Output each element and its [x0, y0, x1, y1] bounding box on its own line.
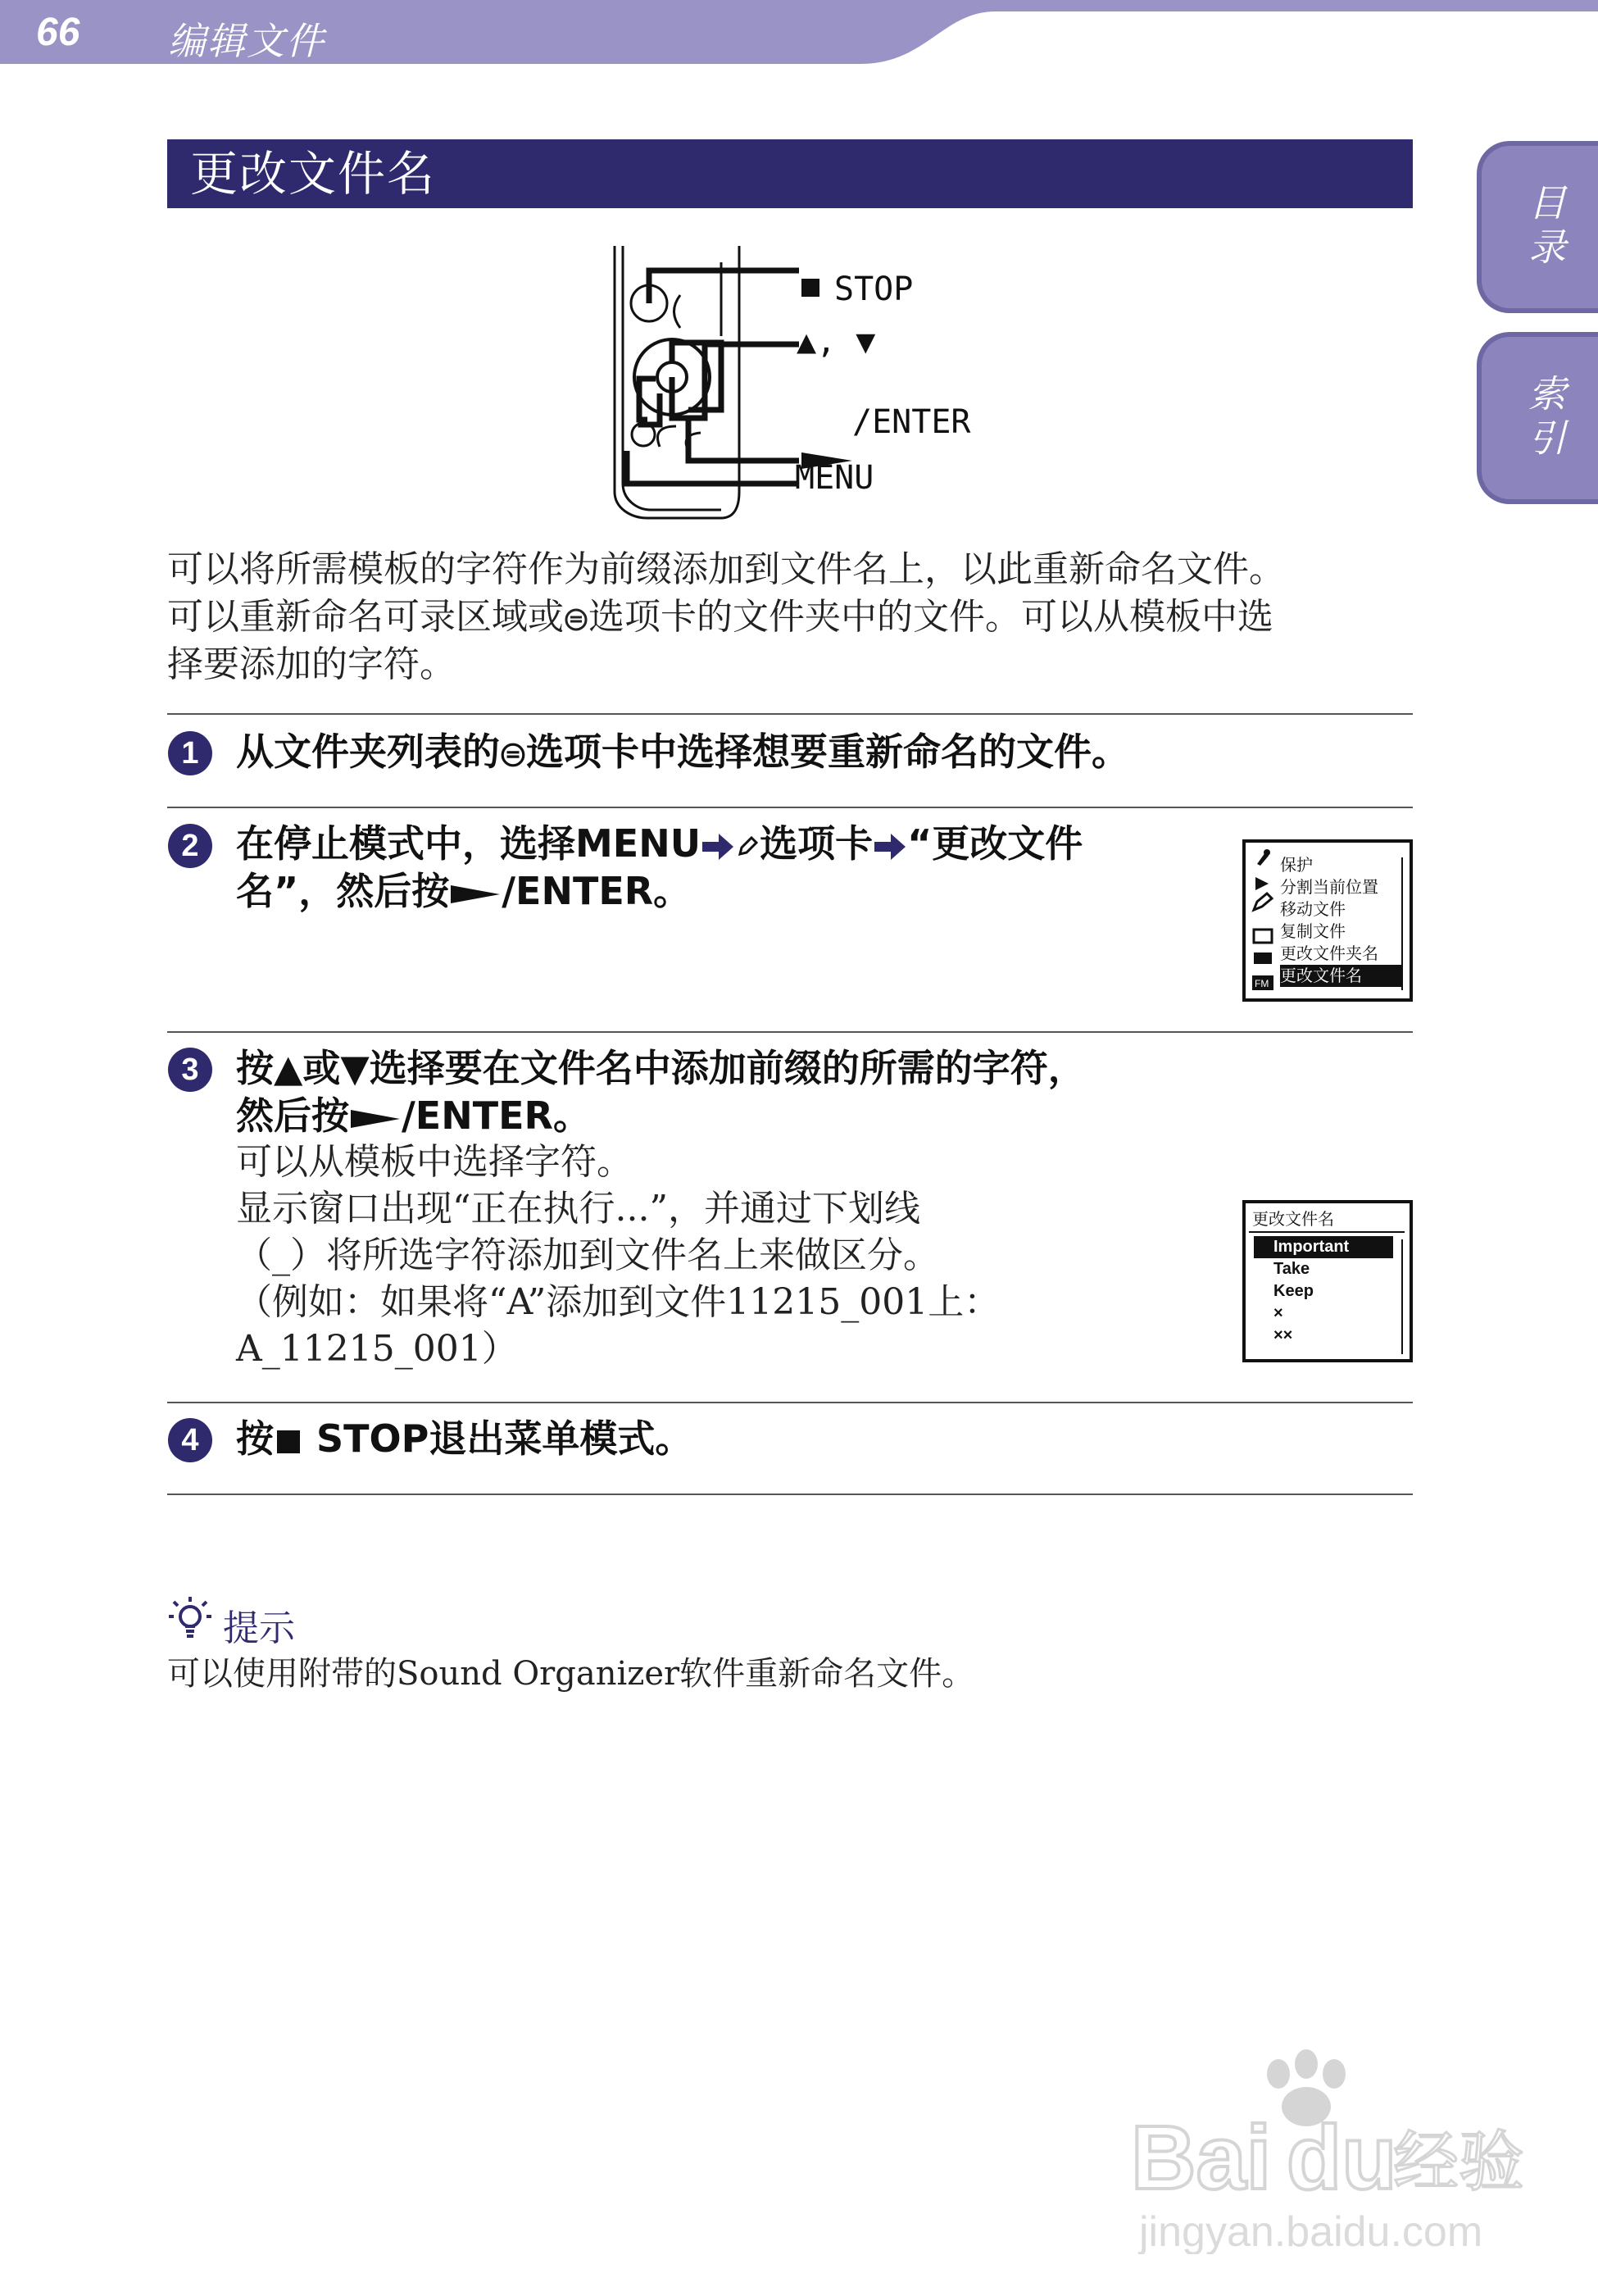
- divider: [167, 807, 1413, 808]
- play-icon: [449, 882, 502, 907]
- svg-text:经验: 经验: [1393, 2124, 1524, 2200]
- intro-line-3: 择要添加的字符。: [167, 643, 456, 685]
- divider: [167, 713, 1413, 715]
- lightbulb-icon: [167, 1595, 213, 1644]
- chapter-title: 编辑文件: [168, 19, 325, 63]
- label-enter: /ENTER: [852, 403, 971, 441]
- folder-tab-icon: [564, 607, 588, 632]
- intro-paragraph: [167, 546, 1413, 689]
- baidu-watermark-logo: [1131, 2041, 1524, 2254]
- template-item[interactable]: Take: [1273, 1260, 1310, 1278]
- step-3-number: 3: [168, 1048, 212, 1092]
- step-2-text: 在停止模式中，选择MENU 选项卡 “更改文件 名”，然后按 /ENTER。: [236, 821, 1083, 913]
- intro-line-2: 可以重新命名可录区域或 选项卡的文件夹中的文件。可以从模板中选: [167, 596, 1273, 638]
- template-screen-title: 更改文件名: [1252, 1209, 1334, 1229]
- menu-item-protect[interactable]: 保护: [1280, 855, 1313, 875]
- step-1-number: 1: [168, 731, 212, 775]
- label-menu: MENU: [795, 459, 874, 497]
- arrow-right-icon: [873, 832, 907, 862]
- template-item[interactable]: ×: [1273, 1304, 1283, 1322]
- arrow-right-icon: [701, 832, 735, 862]
- step-4-text: 按 STOP退出菜单模式。: [236, 1416, 693, 1461]
- label-up-down: ▲, ▼: [797, 323, 876, 361]
- menu-item-copy[interactable]: 复制文件: [1280, 921, 1346, 941]
- template-item[interactable]: ××: [1273, 1326, 1293, 1344]
- intro-line-1: 可以将所需模板的字符作为前缀添加到文件名上，以此重新命名文件。: [167, 548, 1285, 590]
- menu-tab-icons: [1249, 846, 1277, 998]
- menu-list: [1280, 854, 1403, 987]
- section-title: 更改文件名: [190, 146, 437, 202]
- menu-item-rename-folder[interactable]: 更改文件夹名: [1280, 943, 1378, 963]
- hint-body: 可以使用附带的Sound Organizer软件重新命名文件。: [167, 1655, 975, 1693]
- step-2-number: 2: [168, 824, 212, 868]
- pencil-icon: [735, 834, 760, 859]
- menu-screen: [1242, 839, 1413, 1002]
- play-icon: [349, 1107, 402, 1131]
- menu-scrollbar[interactable]: [1401, 857, 1408, 990]
- step-4-number: 4: [168, 1418, 212, 1462]
- divider: [167, 1402, 1413, 1403]
- screen-divider: [1249, 1231, 1405, 1233]
- template-scrollbar[interactable]: [1401, 1239, 1408, 1354]
- step-3-details: 可以从模板中选择字符。 显示窗口出现“正在执行...”，并通过下划线 （_）将所选字符添加到文件名上来做区分。 （例如：如果将“A”添加到文件11215_001上： A_11215_001）: [236, 1141, 1001, 1370]
- tab-table-of-contents[interactable]: [1477, 141, 1598, 313]
- template-item[interactable]: Keep: [1273, 1282, 1314, 1300]
- tab-toc-label: 目录: [1523, 183, 1567, 271]
- template-item[interactable]: Important: [1254, 1236, 1393, 1258]
- step-1-text: 从文件夹列表的 选项卡中选择想要重新命名的文件。: [236, 730, 1129, 774]
- hint-title: 提示: [223, 1607, 295, 1649]
- svg-text:FM: FM: [1255, 978, 1269, 989]
- tab-index[interactable]: [1477, 332, 1598, 504]
- divider: [167, 1031, 1413, 1033]
- tab-index-label: 索引: [1523, 374, 1567, 462]
- step-3-text: 按▲或▼选择要在文件名中添加前缀的所需的字符， 然后按 /ENTER。: [236, 1046, 1086, 1138]
- folder-tab-icon: [500, 742, 526, 768]
- page-number: 66: [36, 11, 80, 54]
- template-list: [1254, 1236, 1393, 1347]
- menu-item-move[interactable]: 移动文件: [1280, 899, 1346, 919]
- stop-square-icon: [274, 1427, 303, 1457]
- template-screen: [1242, 1200, 1413, 1362]
- menu-item-divide[interactable]: 分割当前位置: [1280, 877, 1378, 897]
- svg-text:jingyan.baidu.com: jingyan.baidu.com: [1139, 2208, 1483, 2254]
- divider: [167, 1494, 1413, 1495]
- svg-text:du: du: [1287, 2107, 1397, 2208]
- menu-item-rename-file[interactable]: 更改文件名: [1280, 965, 1403, 987]
- svg-text:Bai: Bai: [1131, 2107, 1272, 2208]
- label-stop: STOP: [834, 271, 914, 308]
